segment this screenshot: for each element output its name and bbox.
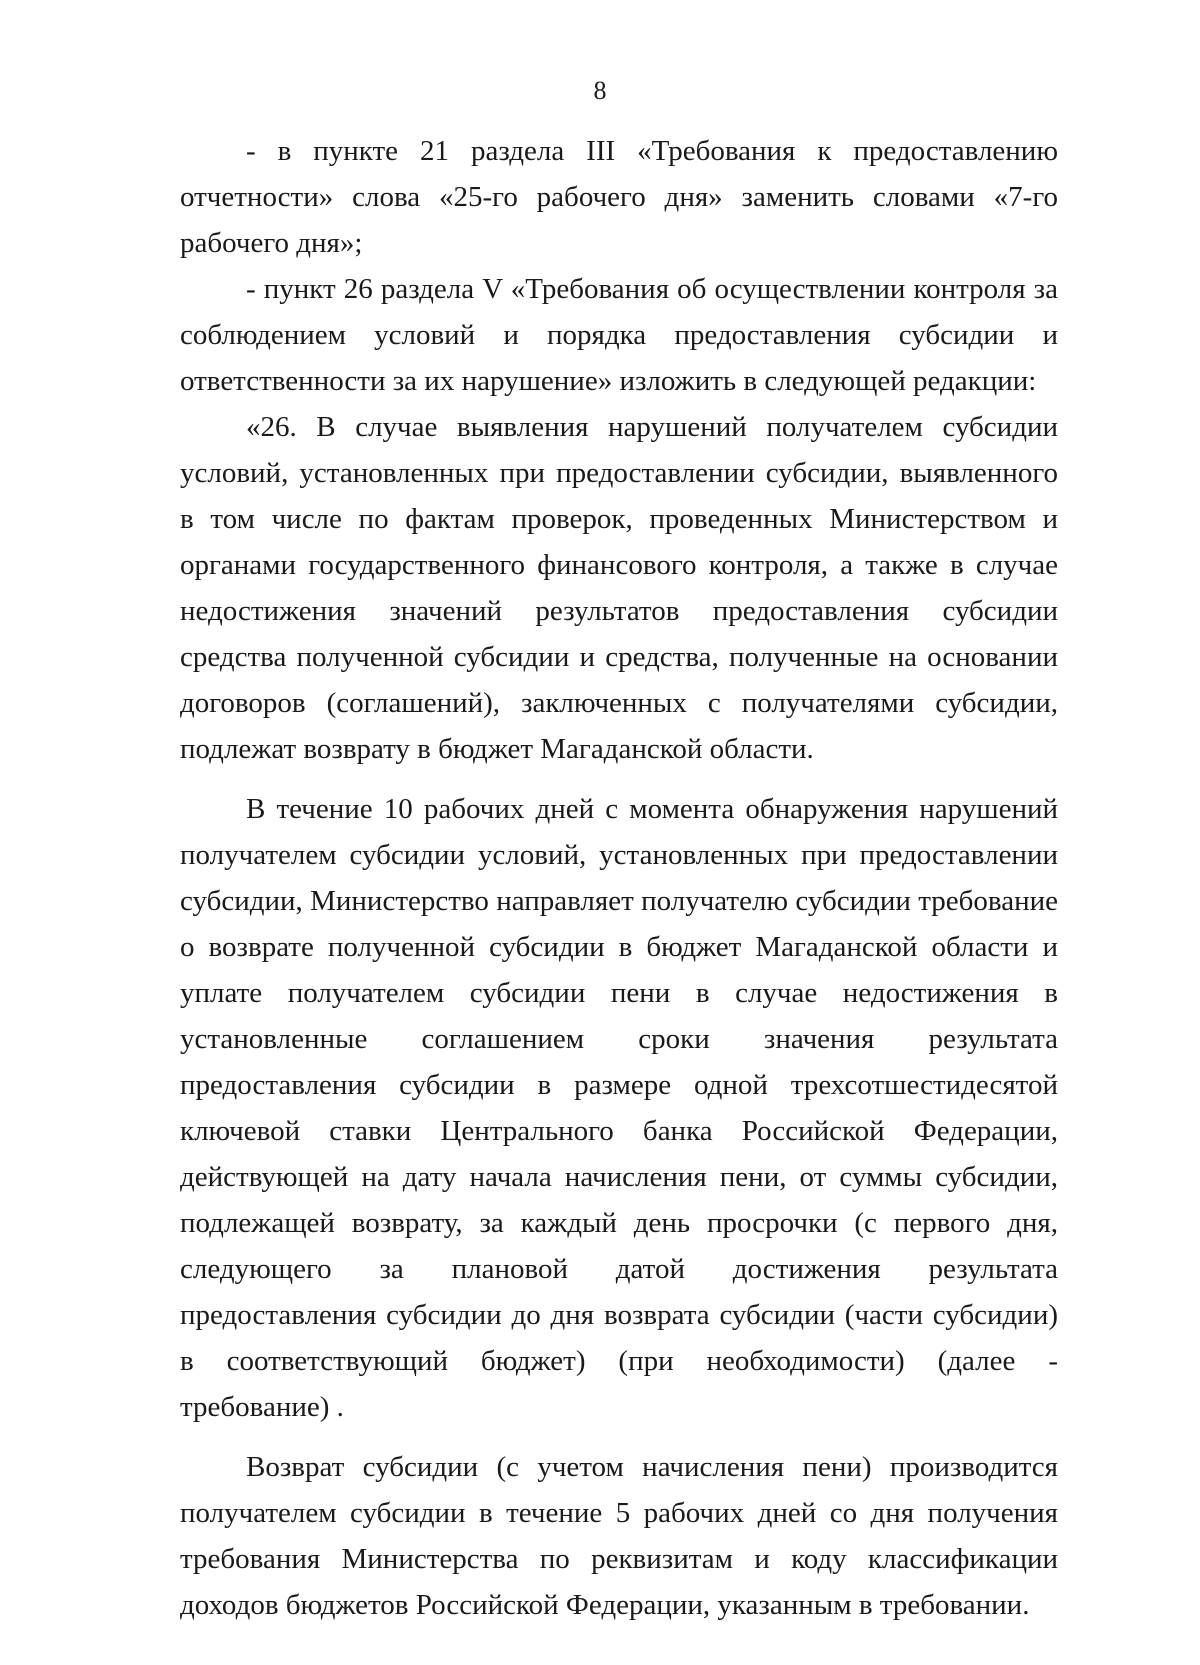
paragraph-control-section-amendment: - пункт 26 раздела V «Требования об осуществлении контроля за соблюдением условий и порядка предоставления субсидии и ответственности за их нарушение» изложить в следующей редакции: xyxy=(180,273,1058,397)
document-body xyxy=(180,128,1058,1628)
page-number: 8 xyxy=(593,76,607,105)
paragraph-report-deadline-amendment: - в пункте 21 раздела III «Требования к предоставлению отчетности» слова «25-го рабочего дня» заменить словами «7-го рабочего дня»; xyxy=(180,135,1058,259)
paragraph-item-26-violations: «26. В случае выявления нарушений получателем субсидии условий, установленных при предоставлении субсидии, выявленного в том числе по фактам проверок, проведенных Министерством и органами государственного финансового контроля, а также в случае недостижения значений результатов предоставления субсидии средства полученной субсидии и средства, полученные на основании договоров (соглашений), заключенных с получателями субсидии, подлежат возврату в бюджет Магаданской области. xyxy=(180,411,1058,765)
paragraph-repayment-term: Возврат субсидии (с учетом начисления пени) производится получателем субсидии в течение 5 рабочих дней со дня получения требования Министерства по реквизитам и коду классификации доходов бюджетов Российской Федерации, указанным в требовании. xyxy=(180,1451,1058,1621)
paragraph-repayment-demand: В течение 10 рабочих дней с момента обнаружения нарушений получателем субсидии условий, установленных при предоставлении субсидии, Министерство направляет получателю субсидии требование о возврате полученной субсидии в бюджет Магаданской области и уплате получателем субсидии пени в случае недостижения в установленные соглашением сроки значения результата предоставления субсидии в размере одной трехсотшестидесятой ключевой ставки Центрального банка Российской Федерации, действующей на дату начала начисления пени, от суммы субсидии, подлежащей возврату, за каждый день просрочки (с первого дня, следующего за плановой датой достижения результата предоставления субсидии до дня возврата субсидии (части субсидии) в соответствующий бюджет) (при необходимости) (далее - требование) . xyxy=(180,793,1058,1423)
